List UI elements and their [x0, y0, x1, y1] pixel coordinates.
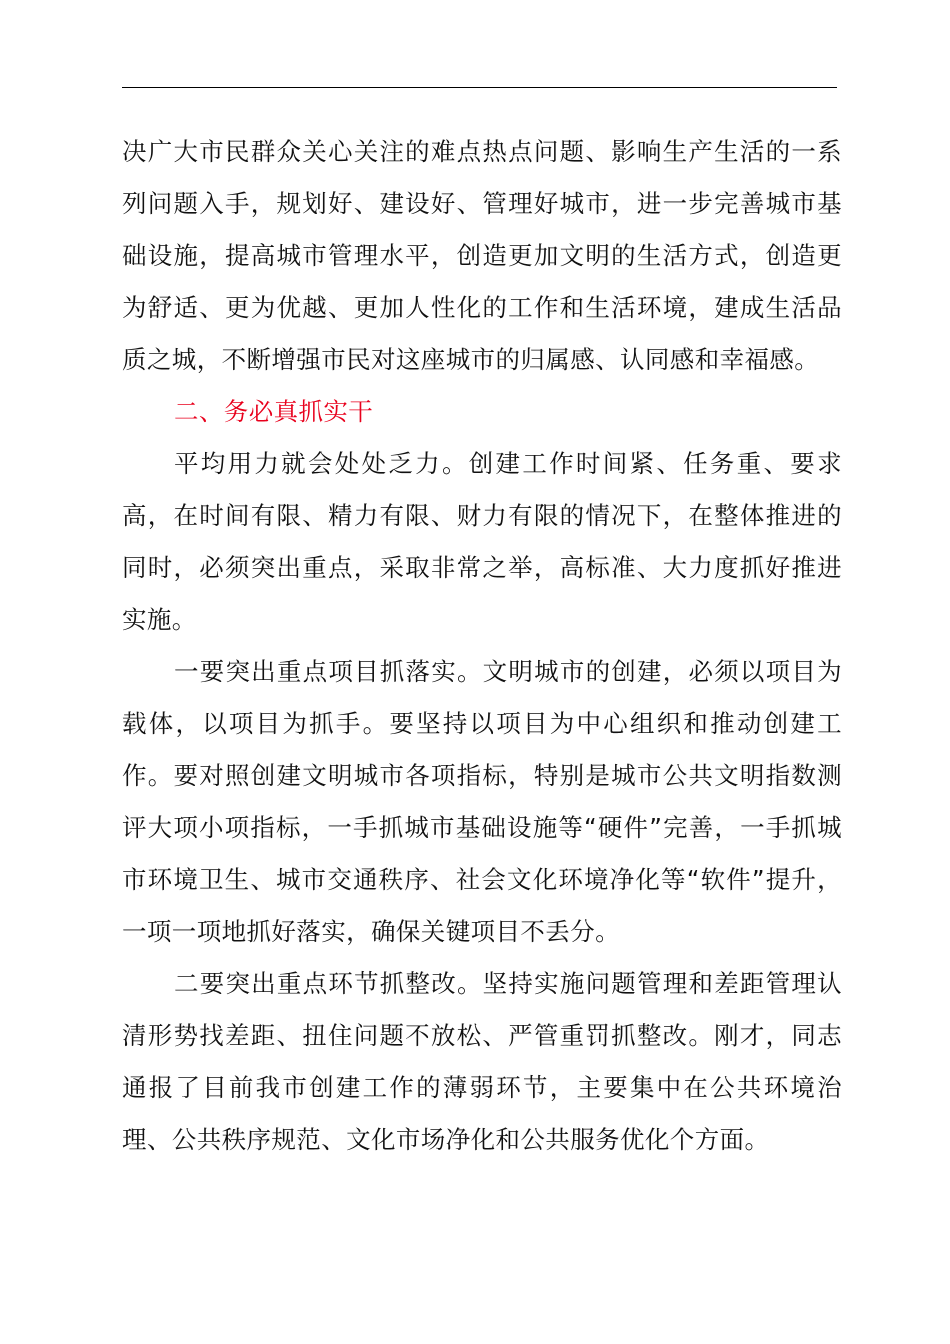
- paragraph-key-projects: 一要突出重点项目抓落实。文明城市的创建，必须以项目为载体，以项目为抓手。要坚持以项目为中心组织和推动创建工作。要对照创建文明城市各项指标，特别是城市公共文明指数测评大项小项指标，一手抓城市基础设施等“硬件”完善，一手抓城市环境卫生、城市交通秩序、社会文化环境净化等“软件”提升，一项一项地抓好落实，确保关键项目不丢分。: [122, 657, 842, 946]
- section-heading: 二、务必真抓实干: [174, 397, 374, 426]
- paragraph-key-links: 二要突出重点环节抓整改。坚持实施问题管理和差距管理认清形势找差距、扭住问题不放松、严管重罚抓整改。刚才，同志通报了目前我市创建工作的薄弱环节，主要集中在公共环境治理、公共秩序规范、文化市场净化和公共服务优化个方面。: [122, 969, 842, 1154]
- paragraph-overview: 平均用力就会处处乏力。创建工作时间紧、任务重、要求高，在时间有限、精力有限、财力有限的情况下，在整体推进的同时，必须突出重点，采取非常之举，高标准、大力度抓好推进实施。: [122, 449, 842, 634]
- paragraph-intro-continuation: 决广大市民群众关心关注的难点热点问题、影响生产生活的一系列问题入手，规划好、建设好、管理好城市，进一步完善城市基础设施，提高城市管理水平，创造更加文明的生活方式，创造更为舒适、更为优越、更加人性化的工作和生活环境，建成生活品质之城，不断增强市民对这座城市的归属感、认同感和幸福感。: [122, 137, 842, 374]
- document-body: [122, 126, 842, 1166]
- header-rule: [122, 87, 837, 88]
